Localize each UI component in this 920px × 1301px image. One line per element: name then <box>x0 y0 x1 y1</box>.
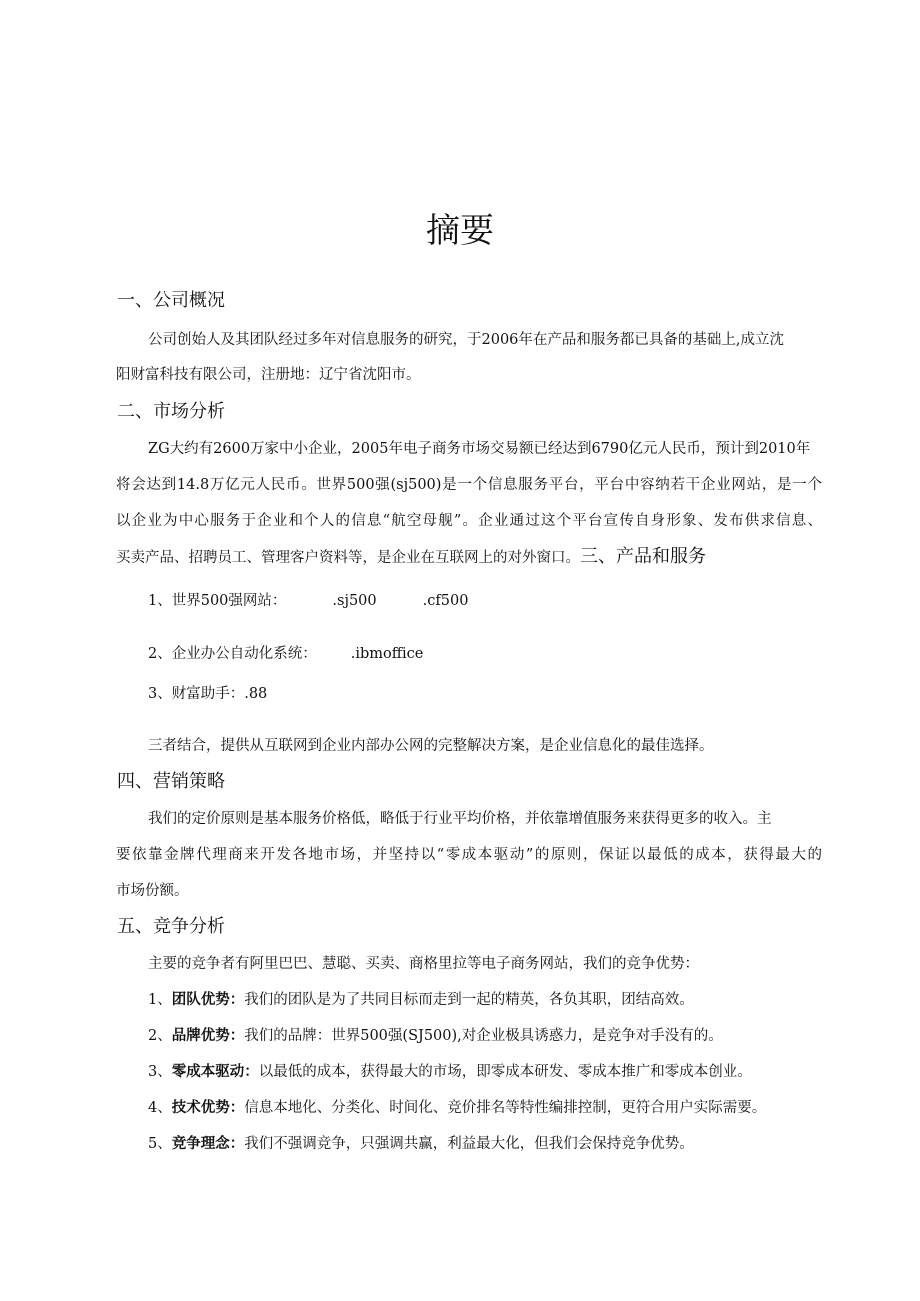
advantage-num: 5、 <box>148 1136 172 1152</box>
advantage-text: 我们的团队是为了共同目标而走到一起的精英，各负其职，团结高效。 <box>244 992 694 1008</box>
company-overview-line-1: 公司创始人及其团队经过多年对信息服务的研究，于2006年在产品和服务都已具备的基础上,成立沈 <box>148 332 785 348</box>
product-item-1-site-a: .sj500 <box>332 593 377 609</box>
advantage-num: 3、 <box>148 1064 172 1080</box>
advantage-text: 以最低的成本，获得最大的市场，即零成本研发、零成本推广和零成本创业。 <box>258 1064 752 1080</box>
advantage-num: 2、 <box>148 1028 172 1044</box>
product-item-2-site: .ibmoffice <box>350 646 424 662</box>
advantage-label: 团队优势： <box>171 991 245 1008</box>
product-item-2 <box>148 643 423 665</box>
page-title: 摘要 <box>426 211 494 251</box>
product-item-1 <box>148 590 468 612</box>
advantage-item <box>148 989 694 1011</box>
company-overview-line-2: 阳财富科技有限公司，注册地：辽宁省沈阳市。 <box>116 367 421 383</box>
heading-competition-analysis: 五、竞争分析 <box>117 916 225 937</box>
competition-intro: 主要的竞争者有阿里巴巴、慧聪、买卖、商格里拉等电子商务网站，我们的竞争优势： <box>148 956 699 972</box>
advantage-num: 4、 <box>148 1100 172 1116</box>
products-summary: 三者结合，提供从互联网到企业内部办公网的完整解决方案，是企业信息化的最佳选择。 <box>148 738 714 754</box>
heading-marketing-strategy: 四、营销策略 <box>117 771 225 792</box>
advantage-text: 我们的品牌：世界500强(SJ500),对企业极具诱惑力，是竞争对手没有的。 <box>244 1028 723 1044</box>
market-analysis-line-1: ZG大约有2600万家中小企业，2005年电子商务市场交易额已经达到6790亿元人民币，预计到2010年 <box>148 441 811 457</box>
advantage-label: 技术优势： <box>171 1099 245 1116</box>
advantage-label: 竞争理念： <box>171 1135 245 1152</box>
product-item-3: 3、财富助手：.88 <box>148 686 268 702</box>
advantage-item <box>148 1025 723 1047</box>
advantage-item <box>148 1061 752 1083</box>
product-item-2-label: 2、企业办公自动化系统： <box>148 646 317 662</box>
marketing-line-1: 我们的定价原则是基本服务价格低，略低于行业平均价格，并依靠增值服务来获得更多的收入。主 <box>148 811 772 827</box>
advantage-text: 我们不强调竞争，只强调共赢，利益最大化，但我们会保持竞争优势。 <box>244 1136 694 1152</box>
marketing-line-3: 市场份额。 <box>116 883 189 899</box>
marketing-line-2: 要依靠金牌代理商来开发各地市场，并坚持以“零成本驱动”的原则，保证以最低的成本，获得最大的 <box>116 847 822 863</box>
market-analysis-line-2: 将会达到14.8万亿元人民币。世界500强(sj500)是一个信息服务平台，平台中容纳若干企业网站，是一个 <box>116 477 822 493</box>
heading-products-services: 三、产品和服务 <box>580 546 706 567</box>
heading-company-overview: 一、公司概况 <box>117 290 225 311</box>
market-analysis-line-4-text: 买卖产品、招聘员工、管理客户资料等，是企业在互联网上的对外窗口。 <box>116 550 580 566</box>
advantage-text: 信息本地化、分类化、时间化、竞价排名等特性编排控制，更符合用户实际需要。 <box>244 1100 767 1116</box>
advantage-label: 品牌优势： <box>171 1027 245 1044</box>
advantage-num: 1、 <box>148 992 172 1008</box>
heading-market-analysis: 二、市场分析 <box>117 401 225 422</box>
advantage-item <box>148 1097 766 1119</box>
market-analysis-line-3: 以企业为中心服务于企业和个人的信息“航空母舰”。企业通过这个平台宣传自身形象、发布供求信息、 <box>116 513 822 529</box>
product-item-1-site-b: .cf500 <box>422 593 469 609</box>
advantage-item <box>148 1133 694 1155</box>
advantage-label: 零成本驱动： <box>171 1063 259 1080</box>
product-item-1-label: 1、世界500强网站： <box>148 593 287 609</box>
market-analysis-line-4 <box>116 546 706 569</box>
